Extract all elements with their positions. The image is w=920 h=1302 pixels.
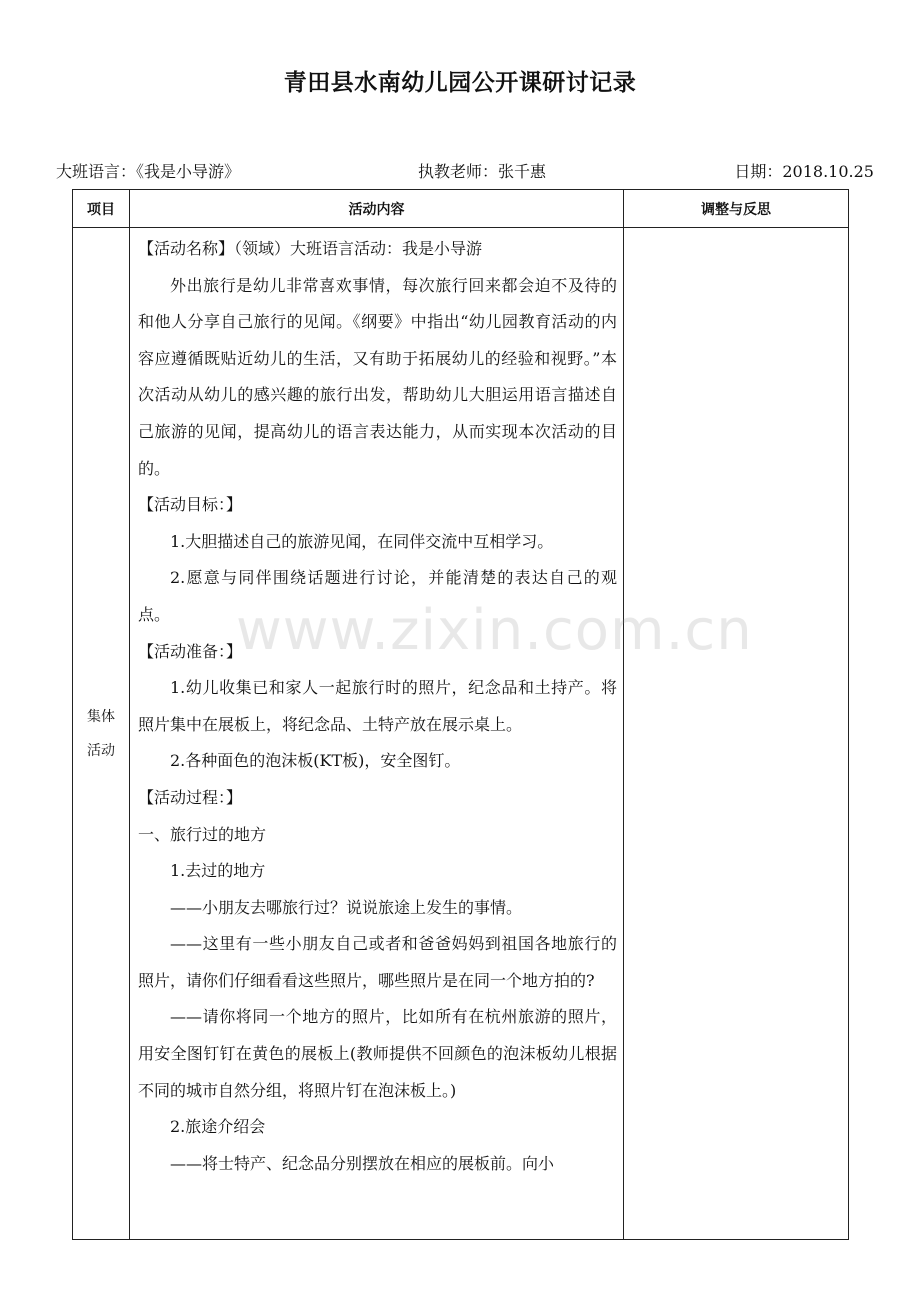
goal-item-2: 2.愿意与同伴围绕话题进行讨论，并能清楚的表达自己的观点。 (138, 568, 617, 624)
header-content: 活动内容 (130, 190, 624, 228)
page-title: 青田县水南幼儿园公开课研讨记录 (283, 69, 637, 96)
preparation-heading: 【活动准备：】 (138, 641, 243, 661)
process-line-3: ——请你将同一个地方的照片，比如所有在杭州旅游的照片，用安全图钉钉在黄色的展板上(教师提供不回颜色的泡沫板幼儿根据不同的城市自然分组，将照片钉在泡沫板上。) (138, 1007, 617, 1100)
preparation-item-1: 1.幼儿收集已和家人一起旅行时的照片，纪念品和土持产。将照片集中在展板上，将纪念品、土特产放在展示桌上。 (138, 678, 617, 734)
course-name: 大班语言：《我是小导游》 (56, 162, 241, 181)
watermark-text: www.zixin.com.cn (236, 598, 753, 663)
process-part-1: 一、旅行过的地方 (138, 824, 267, 844)
header-reflection: 调整与反思 (624, 190, 849, 228)
process-step-1: 1.去过的地方 (170, 861, 266, 881)
reflection-cell (624, 228, 849, 1240)
preparation-item-2: 2.各种面色的泡沫板(KT板)，安全图钉。 (170, 751, 461, 771)
section-label-line-1: 集体 (87, 708, 115, 725)
record-meta (56, 159, 874, 185)
process-line-2: ——这里有一些小朋友自己或者和爸爸妈妈到祖国各地旅行的照片，请你们仔细看看这些照片，哪些照片是在同一个地方拍的? (138, 934, 617, 990)
process-heading: 【活动过程：】 (138, 787, 243, 807)
goal-item-1: 1.大胆描述自己的旅游见闻，在同伴交流中互相学习。 (170, 531, 554, 551)
goals-heading: 【活动目标：】 (138, 495, 243, 515)
record-table (72, 189, 849, 1240)
section-label-cell (73, 228, 130, 1240)
header-item: 项目 (73, 190, 130, 228)
table-header-row (73, 190, 849, 228)
activity-name: 【活动名称】（领域）大班语言活动：我是小导游 (138, 239, 483, 258)
teacher-name: 执教老师：张千惠 (418, 162, 547, 181)
process-line-1: ——小朋友去哪旅行过？说说旅途上发生的事情。 (170, 897, 523, 917)
activity-intro: 外出旅行是幼儿非常喜欢事情，每次旅行回来都会迫不及待的和他人分享自己旅行的见闻。《纲要》中指出“幼儿园教育活动的内容应遵循既贴近幼儿的生活，又有助于拓展幼儿的经验和视野。”本次活动从幼儿的感兴趣的旅行出发，帮助幼儿大胆运用语言描述自己旅游的见闻，提高幼儿的语言表达能力，从而实现本次活动的目的。 (138, 275, 617, 478)
activity-content-cell (130, 228, 624, 1240)
process-step-2: 2.旅途介绍会 (170, 1117, 266, 1137)
process-line-4: ——将士特产、纪念品分别摆放在相应的展板前。向小 (170, 1153, 555, 1173)
section-label-line-2: 活动 (87, 742, 115, 759)
record-date: 日期：2018.10.25 (734, 162, 874, 181)
table-row (73, 228, 849, 1240)
